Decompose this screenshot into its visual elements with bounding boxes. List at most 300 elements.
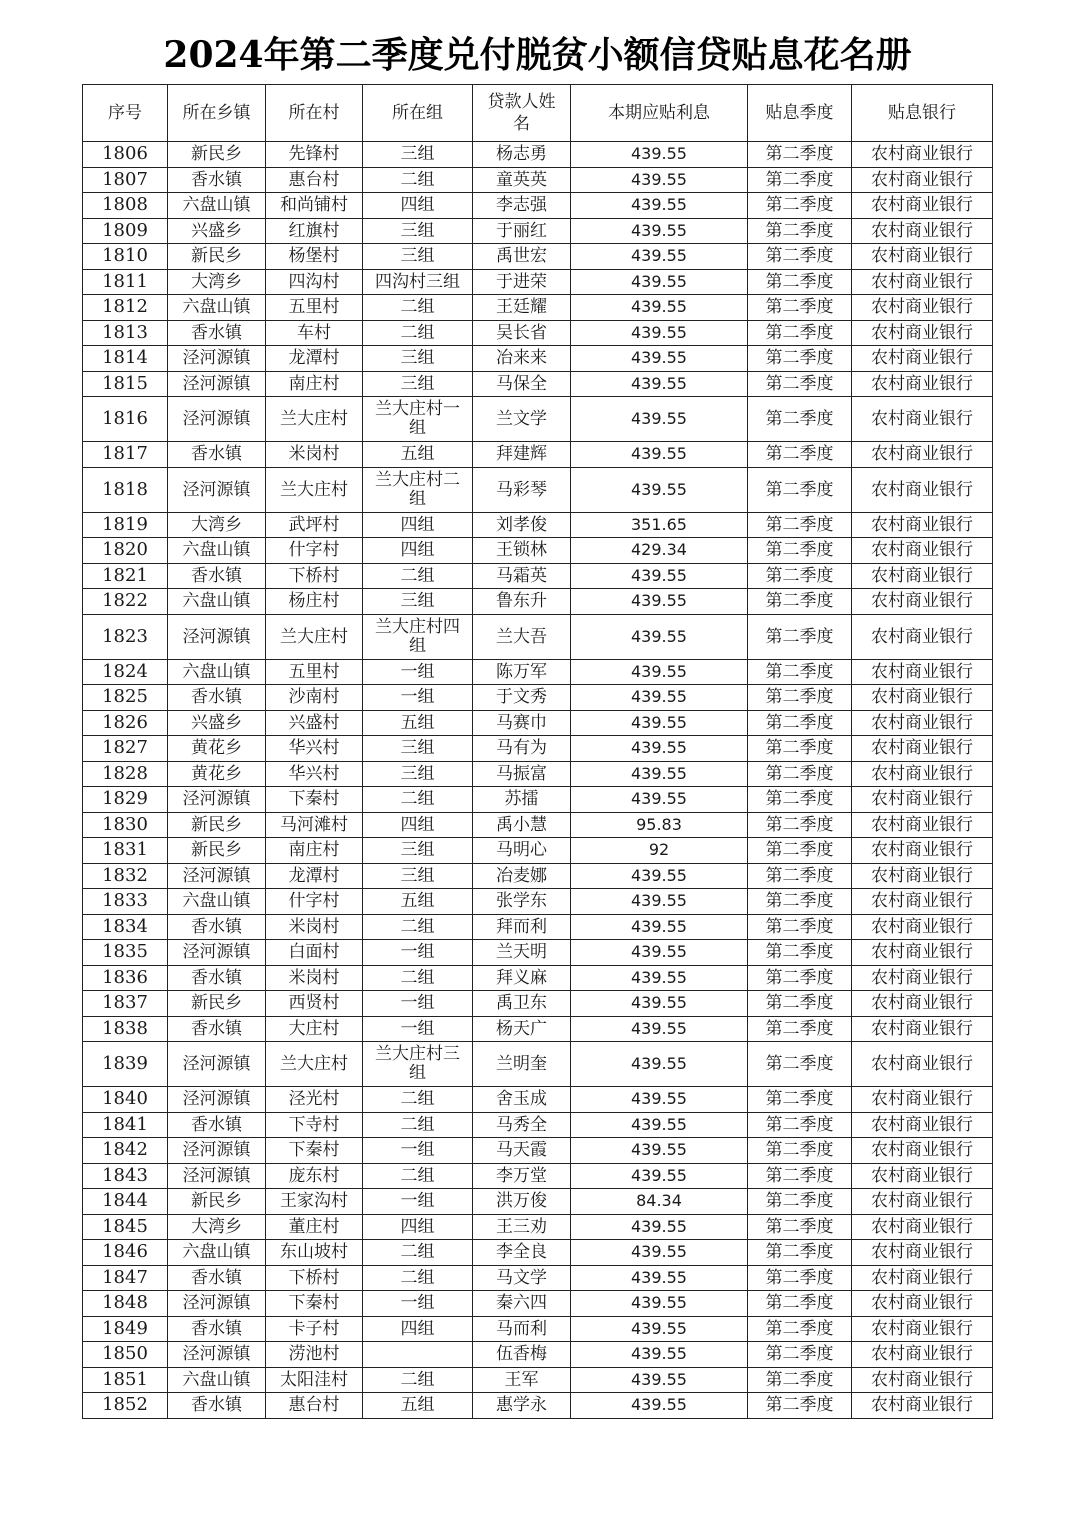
cell-town: 六盘山镇 [168, 659, 266, 685]
cell-village: 什字村 [266, 538, 363, 564]
table-row [83, 685, 993, 711]
cell-bank: 农村商业银行 [852, 218, 993, 244]
cell-town: 新民乡 [168, 142, 266, 168]
cell-quarter: 第二季度 [748, 685, 852, 711]
cell-serial-no: 1826 [83, 710, 168, 736]
cell-village: 大庄村 [266, 1016, 363, 1042]
cell-bank: 农村商业银行 [852, 193, 993, 219]
cell-town: 泾河源镇 [168, 1163, 266, 1189]
cell-town: 六盘山镇 [168, 538, 266, 564]
cell-bank: 农村商业银行 [852, 614, 993, 659]
cell-town: 泾河源镇 [168, 1342, 266, 1368]
table-row [83, 512, 993, 538]
table-row [83, 1016, 993, 1042]
header-borrower-name: 贷款人姓名 [473, 85, 571, 142]
cell-village: 五里村 [266, 295, 363, 321]
table-row [83, 965, 993, 991]
cell-borrower-name: 李志强 [473, 193, 571, 219]
table-row [83, 563, 993, 589]
table-row [83, 1240, 993, 1266]
cell-village: 兰大庄村 [266, 614, 363, 659]
cell-village: 兴盛村 [266, 710, 363, 736]
cell-village: 红旗村 [266, 218, 363, 244]
cell-group: 二组 [363, 1265, 473, 1291]
cell-bank: 农村商业银行 [852, 1214, 993, 1240]
cell-serial-no: 1842 [83, 1138, 168, 1164]
cell-group: 二组 [363, 1163, 473, 1189]
cell-group: 二组 [363, 1112, 473, 1138]
cell-village: 西贤村 [266, 991, 363, 1017]
cell-quarter: 第二季度 [748, 512, 852, 538]
cell-interest: 439.55 [571, 371, 748, 397]
cell-quarter: 第二季度 [748, 1163, 852, 1189]
cell-serial-no: 1846 [83, 1240, 168, 1266]
cell-borrower-name: 兰明奎 [473, 1042, 571, 1087]
cell-quarter: 第二季度 [748, 142, 852, 168]
cell-serial-no: 1814 [83, 346, 168, 372]
cell-interest: 439.55 [571, 346, 748, 372]
cell-interest: 439.55 [571, 1367, 748, 1393]
cell-interest: 439.55 [571, 563, 748, 589]
cell-borrower-name: 刘孝俊 [473, 512, 571, 538]
cell-serial-no: 1815 [83, 371, 168, 397]
cell-town: 黄花乡 [168, 736, 266, 762]
cell-borrower-name: 于文秀 [473, 685, 571, 711]
cell-quarter: 第二季度 [748, 863, 852, 889]
cell-serial-no: 1834 [83, 914, 168, 940]
cell-quarter: 第二季度 [748, 838, 852, 864]
table-row [83, 614, 993, 659]
table-row [83, 1189, 993, 1215]
cell-group: 三组 [363, 761, 473, 787]
cell-bank: 农村商业银行 [852, 563, 993, 589]
cell-quarter: 第二季度 [748, 442, 852, 468]
cell-interest: 429.34 [571, 538, 748, 564]
document-title: 2024年第二季度兑付脱贫小额信贷贴息花名册 [163, 34, 912, 76]
cell-group: 三组 [363, 838, 473, 864]
cell-interest: 439.55 [571, 244, 748, 270]
cell-quarter: 第二季度 [748, 1393, 852, 1419]
cell-borrower-name: 禹小慧 [473, 812, 571, 838]
cell-quarter: 第二季度 [748, 940, 852, 966]
cell-bank: 农村商业银行 [852, 589, 993, 615]
cell-bank: 农村商业银行 [852, 467, 993, 512]
cell-group: 五组 [363, 889, 473, 915]
cell-bank: 农村商业银行 [852, 1265, 993, 1291]
cell-town: 六盘山镇 [168, 295, 266, 321]
cell-group: 四组 [363, 812, 473, 838]
cell-quarter: 第二季度 [748, 1291, 852, 1317]
cell-town: 新民乡 [168, 991, 266, 1017]
table-row [83, 1163, 993, 1189]
cell-village: 涝池村 [266, 1342, 363, 1368]
cell-group: 二组 [363, 1367, 473, 1393]
cell-bank: 农村商业银行 [852, 940, 993, 966]
cell-group: 一组 [363, 1016, 473, 1042]
cell-bank: 农村商业银行 [852, 1112, 993, 1138]
cell-group: 三组 [363, 218, 473, 244]
cell-quarter: 第二季度 [748, 1042, 852, 1087]
cell-borrower-name: 王三劝 [473, 1214, 571, 1240]
cell-serial-no: 1835 [83, 940, 168, 966]
cell-town: 六盘山镇 [168, 589, 266, 615]
cell-bank: 农村商业银行 [852, 1240, 993, 1266]
cell-interest: 439.55 [571, 1016, 748, 1042]
cell-serial-no: 1823 [83, 614, 168, 659]
cell-town: 大湾乡 [168, 512, 266, 538]
table-row [83, 1042, 993, 1087]
cell-serial-no: 1808 [83, 193, 168, 219]
cell-interest: 439.55 [571, 442, 748, 468]
cell-serial-no: 1836 [83, 965, 168, 991]
cell-interest: 351.65 [571, 512, 748, 538]
cell-group: 二组 [363, 563, 473, 589]
cell-group [363, 397, 473, 442]
cell-bank: 农村商业银行 [852, 1291, 993, 1317]
cell-village: 太阳洼村 [266, 1367, 363, 1393]
cell-bank: 农村商业银行 [852, 244, 993, 270]
cell-bank: 农村商业银行 [852, 442, 993, 468]
cell-quarter: 第二季度 [748, 889, 852, 915]
cell-group: 五组 [363, 442, 473, 468]
cell-group: 二组 [363, 965, 473, 991]
cell-village: 杨庄村 [266, 589, 363, 615]
cell-village: 杨堡村 [266, 244, 363, 270]
cell-interest: 439.55 [571, 1342, 748, 1368]
cell-bank: 农村商业银行 [852, 538, 993, 564]
cell-bank: 农村商业银行 [852, 346, 993, 372]
cell-town: 泾河源镇 [168, 1042, 266, 1087]
table-row [83, 1316, 993, 1342]
cell-interest: 439.55 [571, 218, 748, 244]
table-row [83, 1265, 993, 1291]
cell-interest: 439.55 [571, 659, 748, 685]
cell-quarter: 第二季度 [748, 1342, 852, 1368]
cell-quarter: 第二季度 [748, 659, 852, 685]
cell-quarter: 第二季度 [748, 589, 852, 615]
cell-serial-no: 1849 [83, 1316, 168, 1342]
cell-serial-no: 1811 [83, 269, 168, 295]
cell-quarter: 第二季度 [748, 914, 852, 940]
cell-borrower-name: 马振富 [473, 761, 571, 787]
cell-town: 兴盛乡 [168, 218, 266, 244]
cell-quarter: 第二季度 [748, 320, 852, 346]
cell-group: 一组 [363, 991, 473, 1017]
cell-serial-no: 1817 [83, 442, 168, 468]
cell-village: 惠台村 [266, 1393, 363, 1419]
cell-town: 香水镇 [168, 965, 266, 991]
cell-quarter: 第二季度 [748, 244, 852, 270]
cell-serial-no: 1822 [83, 589, 168, 615]
cell-village: 董庄村 [266, 1214, 363, 1240]
cell-interest: 439.55 [571, 397, 748, 442]
cell-quarter: 第二季度 [748, 1316, 852, 1342]
cell-borrower-name: 舍玉成 [473, 1087, 571, 1113]
cell-interest: 439.55 [571, 685, 748, 711]
table-row [83, 1138, 993, 1164]
cell-quarter: 第二季度 [748, 295, 852, 321]
cell-borrower-name: 兰文学 [473, 397, 571, 442]
cell-serial-no: 1852 [83, 1393, 168, 1419]
cell-group: 三组 [363, 736, 473, 762]
cell-quarter: 第二季度 [748, 812, 852, 838]
cell-town: 大湾乡 [168, 269, 266, 295]
cell-serial-no: 1809 [83, 218, 168, 244]
cell-interest: 439.55 [571, 142, 748, 168]
cell-town: 新民乡 [168, 1189, 266, 1215]
cell-town: 六盘山镇 [168, 1367, 266, 1393]
cell-interest: 95.83 [571, 812, 748, 838]
cell-quarter: 第二季度 [748, 736, 852, 762]
cell-group: 三组 [363, 142, 473, 168]
cell-serial-no: 1813 [83, 320, 168, 346]
cell-borrower-name: 惠学永 [473, 1393, 571, 1419]
table-row [83, 397, 993, 442]
cell-serial-no: 1847 [83, 1265, 168, 1291]
cell-borrower-name: 马文学 [473, 1265, 571, 1291]
table-row [83, 1087, 993, 1113]
cell-group: 三组 [363, 589, 473, 615]
cell-interest: 439.55 [571, 320, 748, 346]
cell-town: 泾河源镇 [168, 467, 266, 512]
cell-serial-no: 1806 [83, 142, 168, 168]
cell-village: 惠台村 [266, 167, 363, 193]
cell-quarter: 第二季度 [748, 563, 852, 589]
cell-town: 新民乡 [168, 244, 266, 270]
cell-village: 华兴村 [266, 761, 363, 787]
header-row [83, 85, 993, 142]
cell-serial-no: 1844 [83, 1189, 168, 1215]
cell-group [363, 1042, 473, 1087]
cell-group: 二组 [363, 320, 473, 346]
cell-town: 六盘山镇 [168, 1240, 266, 1266]
cell-village: 龙潭村 [266, 863, 363, 889]
cell-group [363, 1342, 473, 1368]
table-row [83, 538, 993, 564]
cell-quarter: 第二季度 [748, 710, 852, 736]
cell-borrower-name: 秦六四 [473, 1291, 571, 1317]
cell-quarter: 第二季度 [748, 1087, 852, 1113]
cell-town: 香水镇 [168, 563, 266, 589]
cell-borrower-name: 李全良 [473, 1240, 571, 1266]
cell-village: 沙南村 [266, 685, 363, 711]
cell-town: 泾河源镇 [168, 1138, 266, 1164]
cell-serial-no: 1833 [83, 889, 168, 915]
cell-quarter: 第二季度 [748, 1240, 852, 1266]
cell-borrower-name: 童英英 [473, 167, 571, 193]
header-group: 所在组 [363, 85, 473, 142]
cell-group: 四组 [363, 512, 473, 538]
cell-interest: 439.55 [571, 467, 748, 512]
cell-group: 一组 [363, 1189, 473, 1215]
cell-quarter: 第二季度 [748, 346, 852, 372]
cell-bank: 农村商业银行 [852, 371, 993, 397]
cell-group: 四组 [363, 193, 473, 219]
cell-village: 武坪村 [266, 512, 363, 538]
cell-town: 香水镇 [168, 442, 266, 468]
cell-interest: 439.55 [571, 863, 748, 889]
cell-borrower-name: 伍香梅 [473, 1342, 571, 1368]
cell-interest: 439.55 [571, 965, 748, 991]
table-row [83, 1393, 993, 1419]
table-row [83, 167, 993, 193]
cell-group: 一组 [363, 1291, 473, 1317]
cell-borrower-name: 鲁东升 [473, 589, 571, 615]
cell-interest: 439.55 [571, 710, 748, 736]
cell-serial-no: 1816 [83, 397, 168, 442]
cell-interest: 84.34 [571, 1189, 748, 1215]
cell-bank: 农村商业银行 [852, 736, 993, 762]
cell-quarter: 第二季度 [748, 1367, 852, 1393]
cell-borrower-name: 兰天明 [473, 940, 571, 966]
cell-borrower-name: 于丽红 [473, 218, 571, 244]
cell-bank: 农村商业银行 [852, 1016, 993, 1042]
cell-interest: 439.55 [571, 761, 748, 787]
cell-village: 下秦村 [266, 1138, 363, 1164]
cell-borrower-name: 王军 [473, 1367, 571, 1393]
cell-town: 香水镇 [168, 1112, 266, 1138]
cell-serial-no: 1830 [83, 812, 168, 838]
cell-group: 四沟村三组 [363, 269, 473, 295]
table-row [83, 838, 993, 864]
cell-serial-no: 1839 [83, 1042, 168, 1087]
cell-village: 车村 [266, 320, 363, 346]
cell-bank: 农村商业银行 [852, 142, 993, 168]
cell-village: 下秦村 [266, 787, 363, 813]
cell-serial-no: 1848 [83, 1291, 168, 1317]
cell-village: 兰大庄村 [266, 397, 363, 442]
cell-bank: 农村商业银行 [852, 320, 993, 346]
cell-borrower-name: 拜建辉 [473, 442, 571, 468]
cell-quarter: 第二季度 [748, 1112, 852, 1138]
cell-bank: 农村商业银行 [852, 167, 993, 193]
cell-interest: 439.55 [571, 1265, 748, 1291]
table-row [83, 269, 993, 295]
table-row [83, 371, 993, 397]
cell-borrower-name: 马霜英 [473, 563, 571, 589]
cell-quarter: 第二季度 [748, 371, 852, 397]
table-row [83, 1342, 993, 1368]
cell-interest: 439.55 [571, 1316, 748, 1342]
table-row [83, 812, 993, 838]
cell-town: 泾河源镇 [168, 397, 266, 442]
cell-bank: 农村商业银行 [852, 914, 993, 940]
cell-group: 三组 [363, 244, 473, 270]
cell-serial-no: 1810 [83, 244, 168, 270]
cell-bank: 农村商业银行 [852, 1393, 993, 1419]
cell-quarter: 第二季度 [748, 538, 852, 564]
cell-bank: 农村商业银行 [852, 512, 993, 538]
cell-borrower-name: 张学东 [473, 889, 571, 915]
cell-town: 六盘山镇 [168, 889, 266, 915]
cell-interest: 439.55 [571, 889, 748, 915]
table-row [83, 346, 993, 372]
cell-group: 一组 [363, 685, 473, 711]
cell-village: 米岗村 [266, 442, 363, 468]
cell-interest: 439.55 [571, 787, 748, 813]
cell-bank: 农村商业银行 [852, 1042, 993, 1087]
cell-serial-no: 1825 [83, 685, 168, 711]
cell-borrower-name: 马秀全 [473, 1112, 571, 1138]
cell-town: 新民乡 [168, 838, 266, 864]
cell-interest: 439.55 [571, 736, 748, 762]
table-row [83, 710, 993, 736]
cell-bank: 农村商业银行 [852, 1163, 993, 1189]
table-row [83, 1214, 993, 1240]
table-row [83, 761, 993, 787]
cell-town: 香水镇 [168, 1316, 266, 1342]
cell-interest: 439.55 [571, 940, 748, 966]
cell-borrower-name: 杨天广 [473, 1016, 571, 1042]
cell-town: 香水镇 [168, 914, 266, 940]
table-row [83, 863, 993, 889]
cell-quarter: 第二季度 [748, 991, 852, 1017]
cell-group: 一组 [363, 940, 473, 966]
cell-group: 二组 [363, 1240, 473, 1266]
cell-interest: 439.55 [571, 193, 748, 219]
cell-village: 什字村 [266, 889, 363, 915]
cell-town: 香水镇 [168, 320, 266, 346]
cell-village: 龙潭村 [266, 346, 363, 372]
cell-interest: 439.55 [571, 1240, 748, 1266]
roster-body [83, 142, 993, 1419]
table-row [83, 940, 993, 966]
table-row [83, 991, 993, 1017]
cell-group: 四组 [363, 1214, 473, 1240]
cell-village: 东山坡村 [266, 1240, 363, 1266]
cell-group: 五组 [363, 1393, 473, 1419]
cell-village: 五里村 [266, 659, 363, 685]
cell-village: 下寺村 [266, 1112, 363, 1138]
cell-borrower-name: 马有为 [473, 736, 571, 762]
cell-town: 泾河源镇 [168, 940, 266, 966]
cell-interest: 439.55 [571, 614, 748, 659]
cell-interest: 439.55 [571, 589, 748, 615]
cell-quarter: 第二季度 [748, 397, 852, 442]
cell-quarter: 第二季度 [748, 1189, 852, 1215]
cell-village: 泾光村 [266, 1087, 363, 1113]
cell-group: 二组 [363, 787, 473, 813]
cell-village: 庞东村 [266, 1163, 363, 1189]
cell-bank: 农村商业银行 [852, 1189, 993, 1215]
cell-serial-no: 1838 [83, 1016, 168, 1042]
cell-interest: 439.55 [571, 1042, 748, 1087]
cell-village: 南庄村 [266, 838, 363, 864]
table-row [83, 889, 993, 915]
cell-borrower-name: 拜而利 [473, 914, 571, 940]
cell-group: 四组 [363, 1316, 473, 1342]
cell-serial-no: 1851 [83, 1367, 168, 1393]
cell-town: 香水镇 [168, 1393, 266, 1419]
cell-quarter: 第二季度 [748, 1016, 852, 1042]
cell-quarter: 第二季度 [748, 269, 852, 295]
cell-serial-no: 1840 [83, 1087, 168, 1113]
cell-village: 下秦村 [266, 1291, 363, 1317]
cell-serial-no: 1818 [83, 467, 168, 512]
cell-quarter: 第二季度 [748, 167, 852, 193]
cell-bank: 农村商业银行 [852, 838, 993, 864]
cell-town: 香水镇 [168, 685, 266, 711]
header-bank: 贴息银行 [852, 85, 993, 142]
cell-bank: 农村商业银行 [852, 1367, 993, 1393]
table-row [83, 218, 993, 244]
table-row [83, 1112, 993, 1138]
cell-interest: 92 [571, 838, 748, 864]
table-row [83, 1367, 993, 1393]
cell-group: 三组 [363, 346, 473, 372]
cell-borrower-name: 兰大吾 [473, 614, 571, 659]
cell-quarter: 第二季度 [748, 1214, 852, 1240]
